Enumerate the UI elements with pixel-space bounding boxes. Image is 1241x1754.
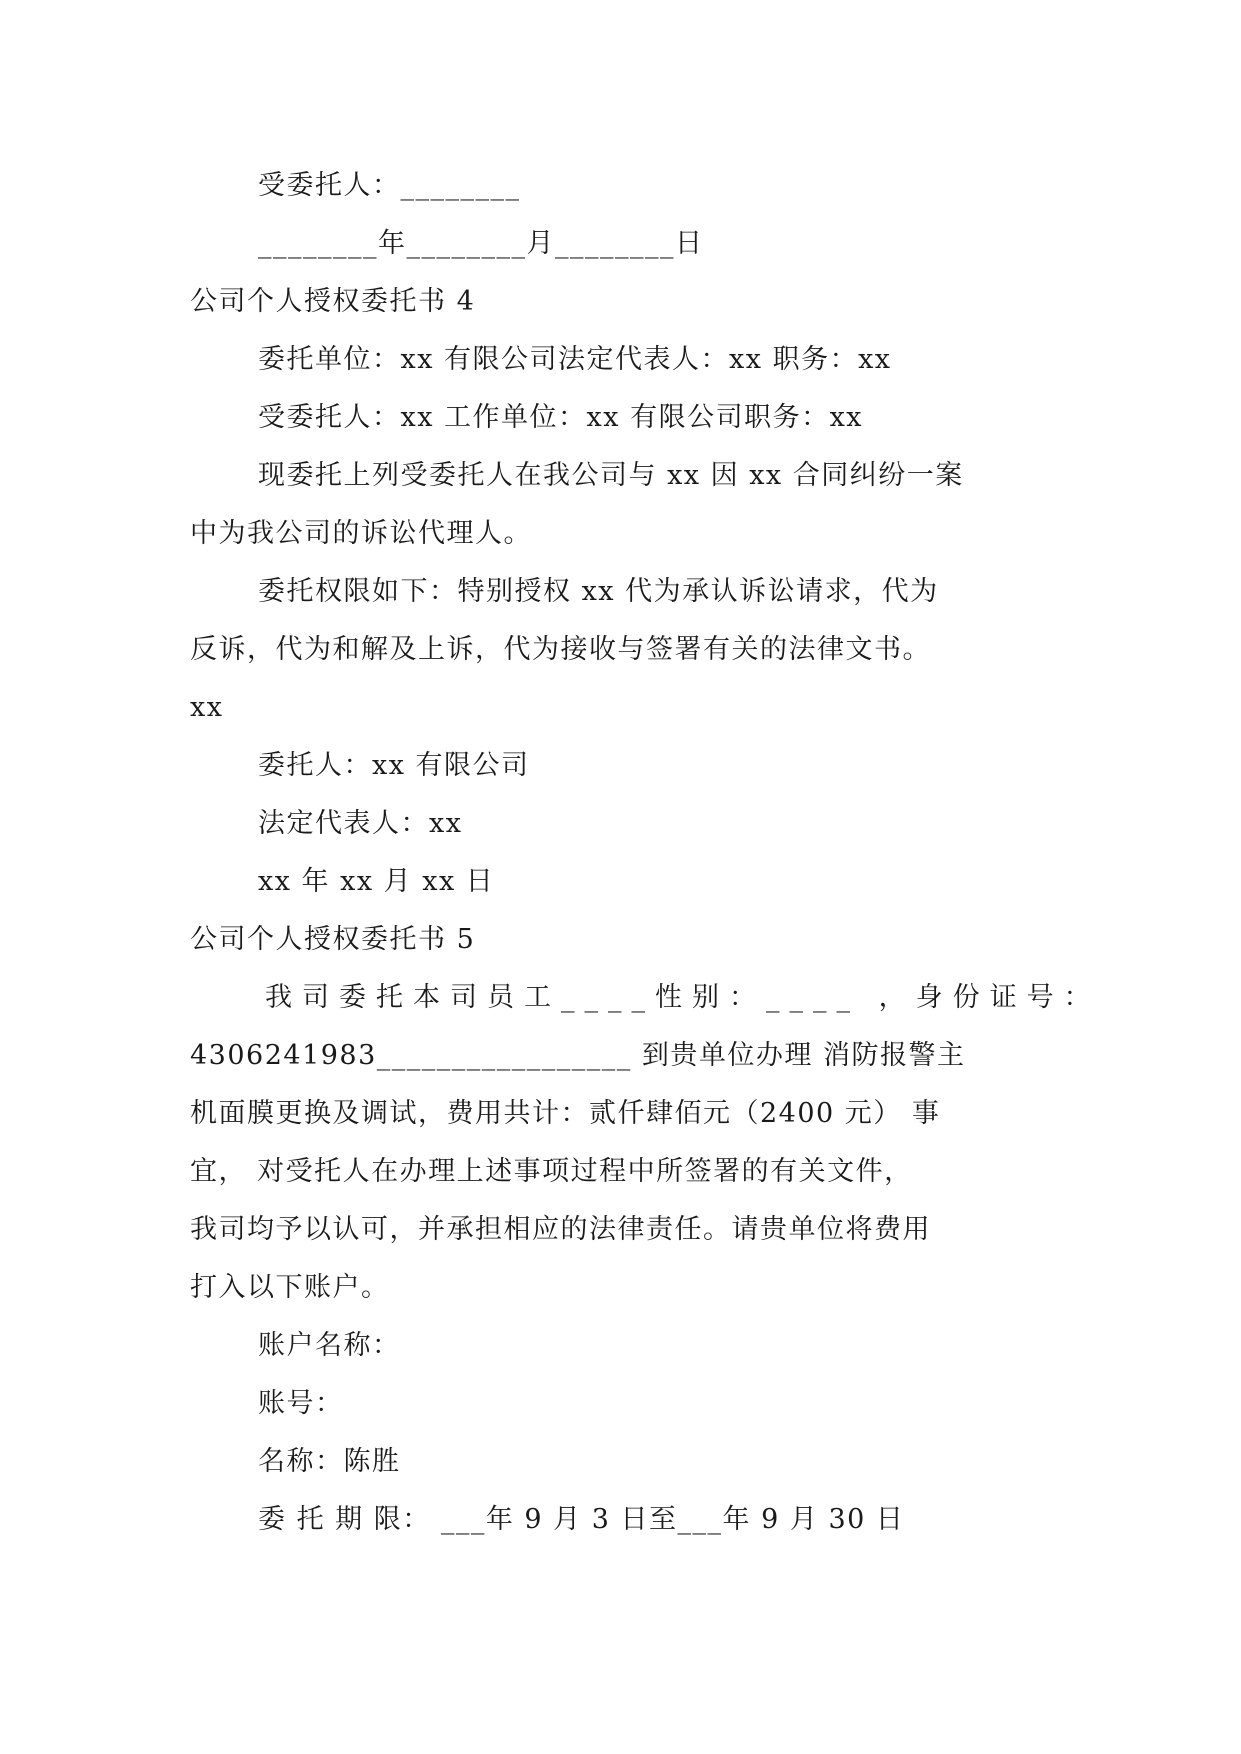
- section4-para1-line: 现委托上列受委托人在我公司与 xx 因 xx 合同纠纷一案: [258, 460, 964, 491]
- section5-body-line: 我司委托本司员工____性别：____ ，身份证号：: [265, 982, 1101, 1013]
- section5-body-line: 打入以下账户。: [190, 1272, 390, 1303]
- section4-unit-line: 委托单位：xx 有限公司法定代表人：xx 职务：xx: [258, 344, 892, 375]
- section5-account-no: 账号：: [258, 1388, 344, 1419]
- section4-para2-line: xx: [190, 692, 224, 723]
- section4-principal: 委托人：xx 有限公司: [258, 750, 530, 781]
- section4-para2-line: 反诉，代为和解及上诉，代为接收与签署有关的法律文书。: [190, 634, 931, 665]
- section5-name: 名称：陈胜: [258, 1446, 401, 1477]
- section5-body-line: 4306241983_________________ 到贵单位办理 消防报警主: [190, 1040, 966, 1071]
- section5-period: 委 托 期 限： ___年 9 月 3 日至___年 9 月 30 日: [258, 1504, 905, 1535]
- section4-para1-line: 中为我公司的诉讼代理人。: [190, 518, 532, 549]
- prev-date-line: ________年________月________日: [258, 228, 704, 259]
- section5-body-line: 宜， 对受托人在办理上述事项过程中所签署的有关文件，: [190, 1156, 913, 1187]
- section4-legal-rep: 法定代表人：xx: [258, 808, 463, 839]
- section4-trustee-line: 受委托人：xx 工作单位：xx 有限公司职务：xx: [258, 402, 864, 433]
- section4-date: xx 年 xx 月 xx 日: [258, 866, 495, 897]
- section4-para2-line: 委托权限如下：特别授权 xx 代为承认诉讼请求，代为: [258, 576, 939, 607]
- section5-body-line: 我司均予以认可，并承担相应的法律责任。请贵单位将费用: [190, 1214, 931, 1245]
- section4-title: 公司个人授权委托书 4: [190, 286, 476, 317]
- section5-body-line: 机面膜更换及调试，费用共计：贰仟肆佰元（2400 元） 事: [190, 1098, 941, 1129]
- section5-account-name: 账户名称：: [258, 1330, 401, 1361]
- prev-trustee-line: 受委托人：________: [258, 170, 521, 201]
- section5-title: 公司个人授权委托书 5: [190, 924, 476, 955]
